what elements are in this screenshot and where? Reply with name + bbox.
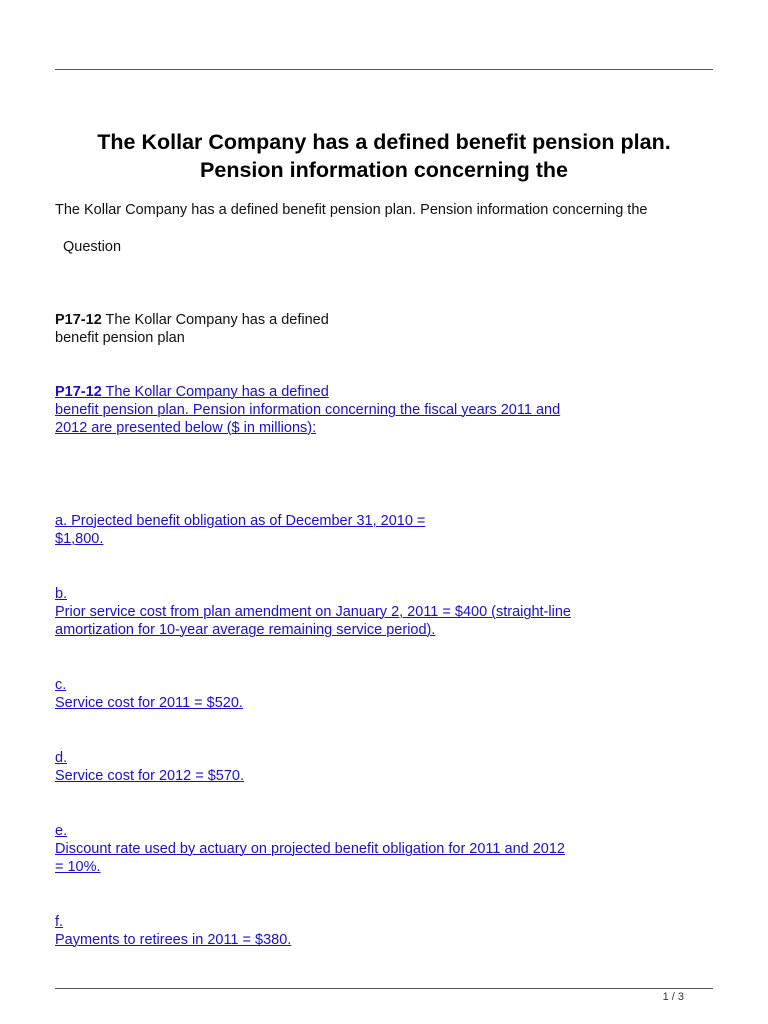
problem-full-text-line-1: The Kollar Company has a defined <box>101 384 329 400</box>
item-b-letter: b. <box>55 586 68 602</box>
header-divider <box>55 69 713 70</box>
item-a <box>55 512 425 548</box>
problem-full-link[interactable] <box>55 383 560 437</box>
problem-text-line-1: The Kollar Company has a defined <box>101 312 329 328</box>
problem-statement <box>55 311 329 347</box>
problem-full-code: P17-12 <box>55 384 102 400</box>
item-e-line-2: = 10%. <box>55 859 101 875</box>
item-a-link[interactable] <box>55 512 425 548</box>
problem-full-line-1 <box>55 383 560 401</box>
intro-paragraph: The Kollar Company has a defined benefit pension plan. Pension information concerning the <box>55 202 648 218</box>
page-title-line-2: Pension information concerning the <box>200 158 568 182</box>
item-f <box>55 913 291 949</box>
page-title-line-1: The Kollar Company has a defined benefit pension plan. <box>97 130 671 154</box>
item-f-link[interactable] <box>55 913 291 949</box>
item-d-link[interactable] <box>55 749 244 785</box>
item-c-letter: c. <box>55 677 67 693</box>
problem-full-link-block <box>55 383 560 437</box>
item-e-link[interactable] <box>55 822 565 876</box>
item-d-line-1: Service cost for 2012 = $570. <box>55 768 245 784</box>
question-label: Question <box>63 239 122 255</box>
problem-full-line-3: 2012 are presented below ($ in millions): <box>55 420 317 436</box>
problem-statement-line-1 <box>55 311 329 329</box>
problem-code: P17-12 <box>55 312 102 328</box>
item-c-link[interactable] <box>55 676 243 712</box>
item-a-line-1: a. Projected benefit obligation as of December 31, 2010 = <box>55 513 426 529</box>
item-f-line-1: Payments to retirees in 2011 = $380. <box>55 932 292 948</box>
item-b-line-2: amortization for 10-year average remaining service period). <box>55 622 436 638</box>
item-e-line-1: Discount rate used by actuary on projected benefit obligation for 2011 and 2012 <box>55 841 565 857</box>
item-b <box>55 585 571 639</box>
item-e <box>55 822 565 876</box>
problem-text-line-2: benefit pension plan <box>55 330 185 346</box>
item-f-letter: f. <box>55 914 64 930</box>
footer-divider <box>55 988 713 989</box>
problem-statement-line-2 <box>55 329 329 347</box>
item-e-letter: e. <box>55 823 68 839</box>
problem-full-line-2: benefit pension plan. Pension information concerning the fiscal years 2011 and <box>55 402 561 418</box>
item-d-letter: d. <box>55 750 68 766</box>
item-a-line-2: $1,800. <box>55 531 104 547</box>
item-c-line-1: Service cost for 2011 = $520. <box>55 695 243 711</box>
item-b-line-1: Prior service cost from plan amendment on January 2, 2011 = $400 (straight-line <box>55 604 571 620</box>
item-b-link[interactable] <box>55 585 571 639</box>
page-title <box>40 128 728 184</box>
item-d <box>55 749 244 785</box>
page-indicator: 1 / 3 <box>662 991 684 1003</box>
item-c <box>55 676 243 712</box>
